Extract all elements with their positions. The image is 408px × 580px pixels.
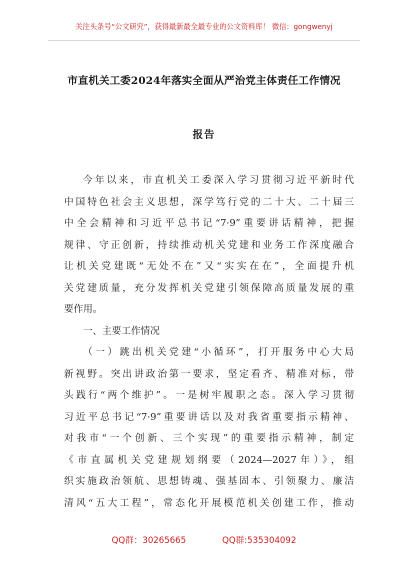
paragraph-line: 《市直属机关党建规划纲要（2024—2027年）》，组: [64, 454, 354, 466]
paragraph-line: 关党建质量，充分发挥机关党建引领保障高质量发展的重: [64, 282, 354, 294]
paragraph-line: （一）跳出机关党建“小循环”，打开服务中心大局: [83, 347, 354, 358]
header-banner: 关注头条号“公文研究”，获得最新最全最专业的公文资料库！ 微信：gongwenyj: [75, 22, 333, 31]
paragraph-line: 规律、守正创新，持续推动机关党建和业务工作深度融合: [64, 239, 354, 251]
paragraph-line: 织实施政治领航、思想铸魂、强基固本、引领聚力、廉洁: [64, 476, 354, 487]
footer-contact: [0, 534, 408, 546]
footer-qq-group-1: QQ群：30265665: [111, 536, 187, 546]
section-heading: 一、主要工作情况: [83, 325, 160, 337]
paragraph-line: 要作用。: [64, 304, 103, 315]
footer-qq-group-2: QQ群:535304092: [222, 536, 297, 546]
document-subtitle: 报告: [192, 129, 216, 141]
paragraph-line: 对我市“一个创新、三个实现”的重要指示精神，制定: [64, 433, 354, 444]
paragraph-line: 今年以来，市直机关工委深入学习贯彻习近平新时代: [83, 175, 354, 186]
paragraph-line: 新视野。突出讲政治第一要求，坚定看齐、精准对标，带: [64, 368, 354, 380]
paragraph-line: 头践行“两个维护”。一是树牢履职之态。深入学习贯彻: [64, 390, 354, 401]
paragraph-line: 中全会精神和习近平总书记“7·9”重要讲话精神，把握: [64, 218, 354, 229]
paragraph-line: 中国特色社会主义思想，深学笃行党的二十大、二十届三: [64, 196, 354, 208]
paragraph-line: 清风“五大工程”，常态化开展模范机关创建工作，推动: [64, 497, 354, 509]
document-body: [64, 170, 354, 514]
document-title: 市直机关工委2024年落实全面从严治党主体责任工作情况: [67, 75, 341, 87]
paragraph-line: 习近平总书记“7·9”重要讲话以及对我省重要指示精神、: [64, 411, 354, 423]
paragraph-line: 让机关党建既“无处不在”又“实实在在”，全面提升机: [64, 261, 354, 272]
header-divider: [48, 40, 360, 41]
